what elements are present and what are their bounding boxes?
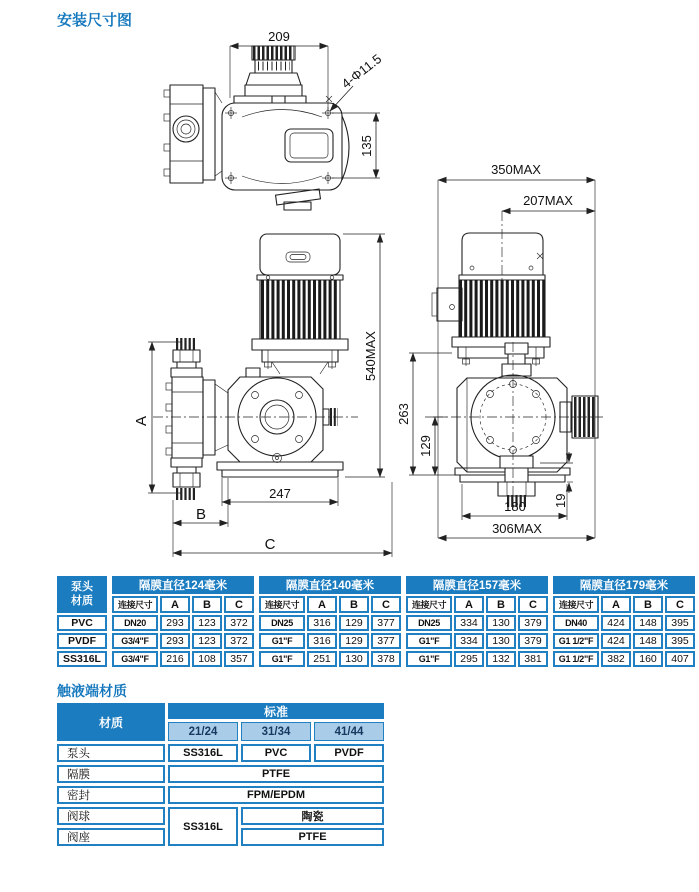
- row-label-valve-ball: 阀球: [57, 807, 165, 825]
- cell: DN40: [553, 615, 599, 631]
- cell: PTFE: [168, 765, 384, 783]
- dim-label-129: 129: [418, 435, 433, 457]
- col-header-a: A: [307, 596, 337, 613]
- group-157mm: [406, 576, 548, 667]
- dim-label-B: B: [195, 506, 207, 523]
- cell: 379: [518, 633, 548, 649]
- side-view-drawing: [60, 212, 405, 564]
- col-header-b: B: [192, 596, 222, 613]
- cell: 160: [633, 651, 663, 667]
- cell: G3/4"F: [112, 633, 158, 649]
- material-pvdf: PVDF: [57, 633, 107, 649]
- cell: 293: [160, 615, 190, 631]
- col-header-c: C: [224, 596, 254, 613]
- dim-label-A: A: [133, 415, 150, 427]
- header-standard: 标准: [168, 703, 384, 719]
- cell: 251: [307, 651, 337, 667]
- pump-head-top-view: [164, 85, 222, 183]
- cell: 295: [454, 651, 484, 667]
- corner-header: [57, 576, 107, 613]
- cell: 123: [192, 633, 222, 649]
- cell: 424: [601, 633, 631, 649]
- cell: G1 1/2"F: [553, 633, 599, 649]
- col-header-a: A: [160, 596, 190, 613]
- cell: G3/4"F: [112, 651, 158, 667]
- bottom-valve-front: [498, 456, 535, 501]
- page-title: 安装尺寸图: [57, 12, 133, 29]
- cell: 148: [633, 615, 663, 631]
- dim-label-holes: 4-Φ11.5: [338, 51, 385, 92]
- corner-header-line2: 材质: [71, 594, 93, 607]
- cell: SS316L: [168, 807, 238, 846]
- material-pvc: PVC: [57, 615, 107, 631]
- gearbox-body: [222, 103, 342, 190]
- motor-arc: [342, 116, 349, 180]
- cell: 377: [371, 615, 401, 631]
- dim-label-180: 180: [504, 499, 526, 514]
- col-header-b: B: [486, 596, 516, 613]
- top-view-drawing: [160, 26, 410, 226]
- dim-label-19: 19: [553, 493, 568, 508]
- pump-head-side: [166, 344, 228, 494]
- col-header-c: C: [371, 596, 401, 613]
- col-header-31-34: 31/34: [241, 722, 311, 741]
- row-label-pump-head: 泵头: [57, 744, 165, 762]
- group-header: 隔膜直径124毫米: [112, 576, 254, 594]
- col-header-c: C: [518, 596, 548, 613]
- cell: 379: [518, 615, 548, 631]
- col-header-connection: 连接尺寸: [112, 596, 158, 613]
- dim-label-263: 263: [396, 403, 411, 425]
- cell: G1"F: [406, 633, 452, 649]
- dim-label-350max: 350MAX: [491, 162, 541, 177]
- row-label-seal: [57, 786, 165, 804]
- cell: 130: [486, 633, 516, 649]
- col-header-21-24: 21/24: [168, 722, 238, 741]
- cell: 357: [224, 651, 254, 667]
- cell: G1"F: [259, 651, 305, 667]
- motor-front: [432, 233, 550, 366]
- cell: 395: [665, 615, 695, 631]
- dim-label-207max: 207MAX: [523, 193, 573, 208]
- cell: 129: [339, 615, 369, 631]
- cell: 216: [160, 651, 190, 667]
- group-124mm: [112, 576, 254, 667]
- cell: 377: [371, 633, 401, 649]
- group-header: 隔膜直径179毫米: [553, 576, 695, 594]
- cell: 378: [371, 651, 401, 667]
- dim-label-247: 247: [269, 486, 291, 501]
- mounting-holes: [225, 107, 334, 184]
- col-header-connection: 连接尺寸: [553, 596, 599, 613]
- corner-header-line1: 泵头: [71, 581, 93, 594]
- cell: 334: [454, 633, 484, 649]
- cell: 148: [633, 633, 663, 649]
- group-header: 隔膜直径140毫米: [259, 576, 401, 594]
- cell: 372: [224, 615, 254, 631]
- cell: 334: [454, 615, 484, 631]
- header-material: 材质: [57, 703, 165, 741]
- motor-side: [252, 234, 348, 374]
- col-header-connection: 连接尺寸: [406, 596, 452, 613]
- cell: G1"F: [259, 633, 305, 649]
- dim-label-306max: 306MAX: [492, 521, 542, 536]
- cell: DN25: [259, 615, 305, 631]
- cell: DN25: [406, 615, 452, 631]
- cell: 108: [192, 651, 222, 667]
- col-header-b: B: [339, 596, 369, 613]
- row-label-diaphragm: 隔膜: [57, 765, 165, 783]
- cell: 381: [518, 651, 548, 667]
- group-179mm: [553, 576, 695, 667]
- row-label-seal-text: 密封: [67, 790, 90, 802]
- cell: 130: [486, 615, 516, 631]
- cell: FPM/EPDM: [168, 786, 384, 804]
- dimension-table: [57, 576, 695, 667]
- wetted-materials-table: [57, 703, 384, 846]
- col-header-connection: 连接尺寸: [259, 596, 305, 613]
- material-ss316l: SS316L: [57, 651, 107, 667]
- cell: G1"F: [406, 651, 452, 667]
- cell: 395: [665, 633, 695, 649]
- col-header-b: B: [633, 596, 663, 613]
- dim-label-135: 135: [359, 135, 374, 157]
- material-column: [57, 576, 107, 667]
- cell: PVC: [241, 744, 311, 762]
- dim-label-209: 209: [268, 29, 290, 44]
- cell: 316: [307, 633, 337, 649]
- pump-body-side: [228, 368, 338, 463]
- col-header-c: C: [665, 596, 695, 613]
- front-view-drawing: [395, 160, 610, 560]
- cell: PTFE: [241, 828, 384, 846]
- col-header-a: A: [454, 596, 484, 613]
- cell: PVDF: [314, 744, 384, 762]
- base-side: [217, 462, 343, 477]
- cell: DN20: [112, 615, 158, 631]
- cell: 123: [192, 615, 222, 631]
- cell: 372: [224, 633, 254, 649]
- group-140mm: [259, 576, 401, 667]
- cell: 陶瓷: [241, 807, 384, 825]
- cell: 407: [665, 651, 695, 667]
- cell: 132: [486, 651, 516, 667]
- cell: 129: [339, 633, 369, 649]
- wetted-materials-title: 触液端材质: [57, 683, 127, 699]
- col-header-a: A: [601, 596, 631, 613]
- group-header: 隔膜直径157毫米: [406, 576, 548, 594]
- dim-label-540max: 540MAX: [363, 331, 378, 381]
- cell: 424: [601, 615, 631, 631]
- row-label-valve-seat: 阀座: [57, 828, 165, 846]
- cell: 130: [339, 651, 369, 667]
- col-header-41-44: 41/44: [314, 722, 384, 741]
- cell: SS316L: [168, 744, 238, 762]
- cell: G1 1/2"F: [553, 651, 599, 667]
- cell: 293: [160, 633, 190, 649]
- cell: 316: [307, 615, 337, 631]
- cell: 382: [601, 651, 631, 667]
- dim-label-C: C: [264, 536, 276, 553]
